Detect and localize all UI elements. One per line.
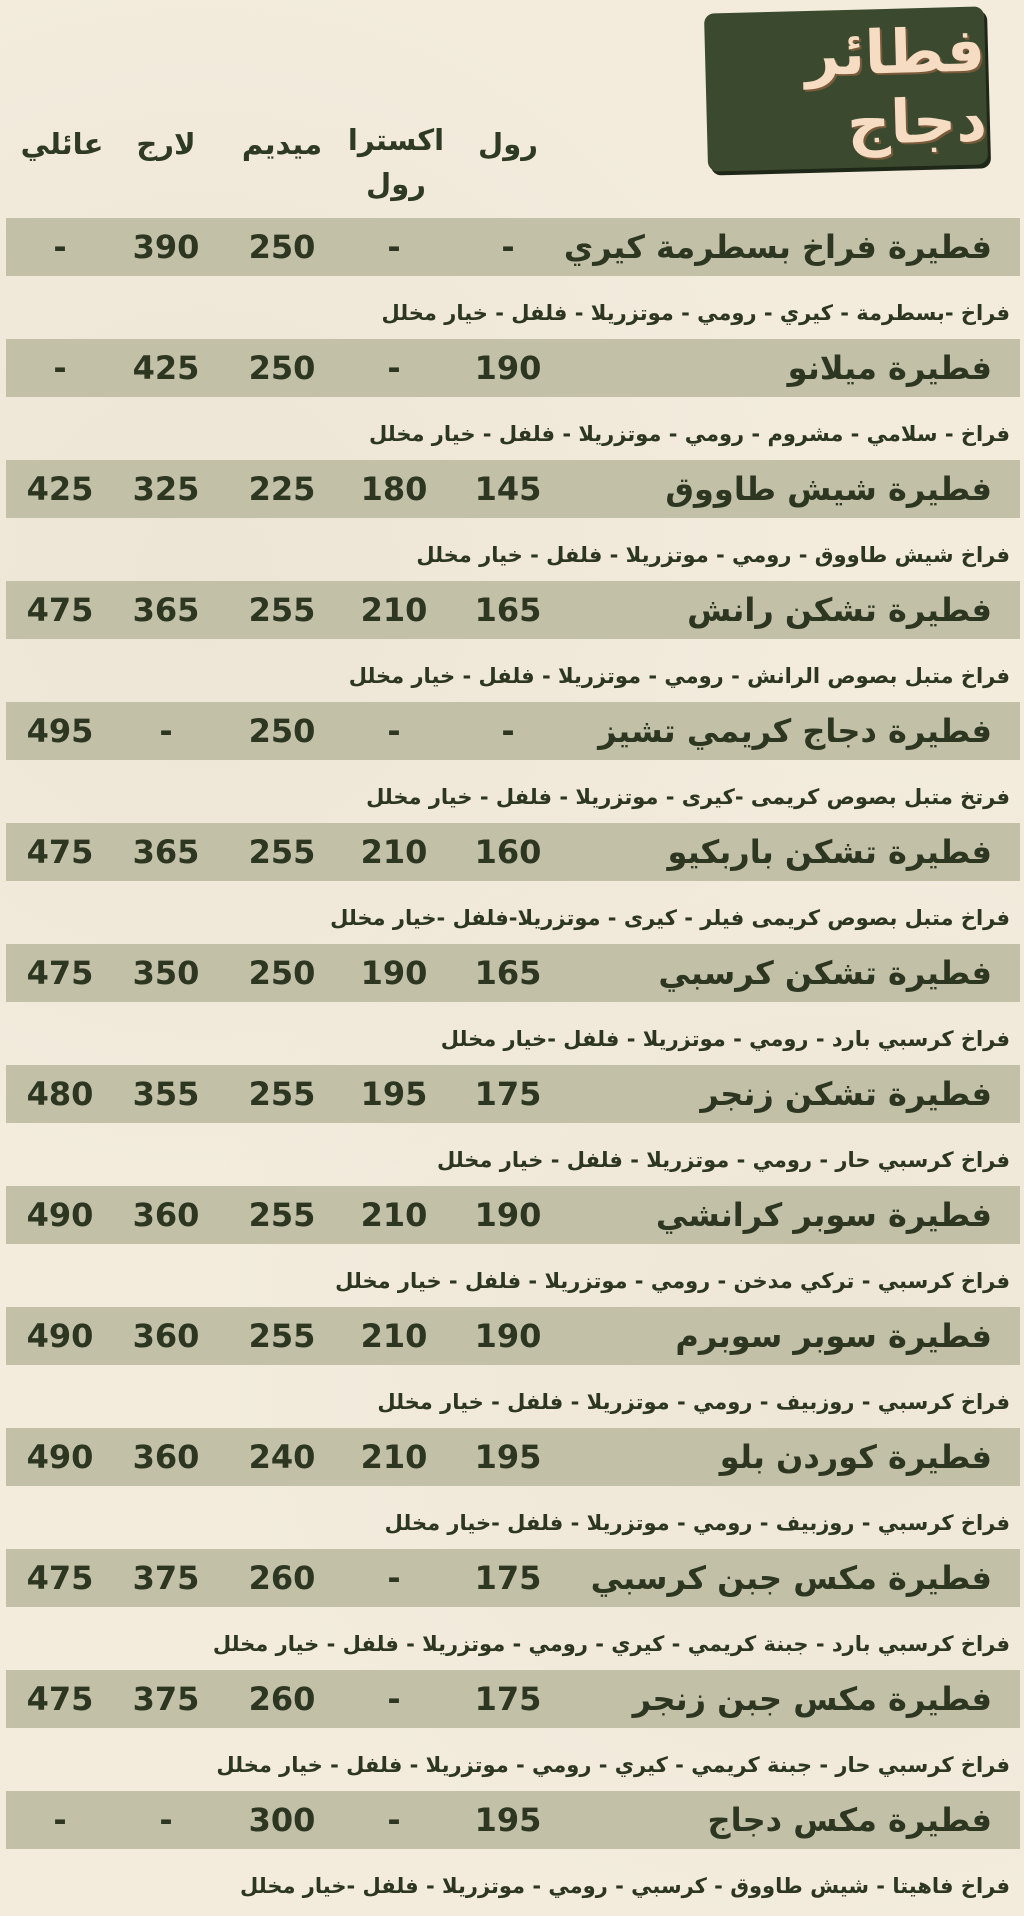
item-price: 165 [474,591,542,629]
item-price: 255 [248,1075,316,1113]
menu-row [6,1065,1020,1123]
item-price: 180 [360,470,428,508]
menu-row [6,1670,1020,1728]
item-price: 255 [248,1196,316,1234]
item-price: 195 [474,1801,542,1839]
item-price: 475 [26,833,94,871]
item-name: فطيرة دجاج كريمي تشيز [598,712,992,750]
col-header-roll: رول [478,127,538,161]
col-header-family: عائلي [20,127,104,161]
item-price: 425 [26,470,94,508]
item-price: 175 [474,1559,542,1597]
item-price: 160 [474,833,542,871]
item-price: 240 [248,1438,316,1476]
menu-row [6,460,1020,518]
menu-row [6,1549,1020,1607]
item-price: 145 [474,470,542,508]
item-price: 355 [132,1075,200,1113]
item-price: 475 [26,1680,94,1718]
item-price: 210 [360,1438,428,1476]
item-price: - [501,228,515,266]
item-price: 250 [248,349,316,387]
item-name: فطيرة مكس دجاج [707,1801,992,1839]
item-price: - [53,228,67,266]
item-price: 190 [474,1196,542,1234]
col-header-extra-roll: اكسترا رول [347,123,445,201]
menu-row [6,1428,1020,1486]
item-price: - [387,228,401,266]
item-description: فراخ فاهيتا - شيش طاووق - كرسبي - رومي - موتزريلا - فلفل -خيار مخلل [240,1874,1010,1898]
item-price: 225 [248,470,316,508]
menu-row [6,1791,1020,1849]
menu-row [6,581,1020,639]
item-price: 495 [26,712,94,750]
item-price: - [53,349,67,387]
item-price: - [387,1680,401,1718]
item-name: فطيرة سوبر كرانشي [655,1196,992,1234]
item-price: 325 [132,470,200,508]
item-price: 255 [248,1317,316,1355]
item-description: فراخ متبل بصوص الرانش - رومي - موتزريلا - فلفل - خيار مخلل [348,664,1010,688]
item-description: فرتخ متبل بصوص كريمى -كيرى - موتزريلا - فلفل - خيار مخلل [366,785,1010,809]
item-name: فطيرة تشكن زنجر [700,1075,992,1113]
item-price: 250 [248,712,316,750]
item-price: 360 [132,1196,200,1234]
item-price: 175 [474,1075,542,1113]
item-price: - [387,1559,401,1597]
item-description: فراخ - سلامي - مشروم - رومي - موتزريلا - فلفل - خيار مخلل [369,422,1010,446]
item-description: فراخ كرسبي حار - رومي - موتزريلا - فلفل - خيار مخلل [436,1148,1010,1172]
menu-row [6,1307,1020,1365]
item-price: 210 [360,1317,428,1355]
item-description: فراخ شيش طاووق - رومي - موتزريلا - فلفل - خيار مخلل [416,543,1010,567]
item-price: 255 [248,833,316,871]
item-description: فراخ متبل بصوص كريمى فيلر - كيرى - موتزريلا-فلفل -خيار مخلل [330,906,1010,930]
item-price: 490 [26,1317,94,1355]
item-price: 190 [474,1317,542,1355]
item-price: 365 [132,591,200,629]
item-price: 300 [248,1801,316,1839]
item-price: 480 [26,1075,94,1113]
item-price: 390 [132,228,200,266]
col-header-medium: ميديم [241,127,323,161]
item-price: 475 [26,591,94,629]
item-price: 195 [360,1075,428,1113]
item-price: 490 [26,1438,94,1476]
item-price: 260 [248,1680,316,1718]
item-price: - [159,1801,173,1839]
item-name: فطيرة تشكن رانش [687,591,992,629]
item-price: 210 [360,833,428,871]
menu-row [6,944,1020,1002]
menu-title: فطائر دجاج [804,15,988,159]
item-price: 360 [132,1317,200,1355]
menu-row [6,339,1020,397]
item-price: 210 [360,591,428,629]
item-name: فطيرة تشكن باربكيو [667,833,992,871]
item-description: فراخ كرسبي بارد - جبنة كريمي - كيري - رومي - موتزريلا - فلفل - خيار مخلل [212,1632,1010,1656]
item-description: فراخ كرسبي - روزبيف - رومي - موتزريلا - فلفل - خيار مخلل [377,1390,1010,1414]
item-price: - [53,1801,67,1839]
item-description: فراخ كرسبي حار - جبنة كريمي - كيري - رومي - موتزريلا - فلفل - خيار مخلل [216,1753,1010,1777]
item-name: فطيرة تشكن كرسبي [658,954,992,992]
menu-row [6,1186,1020,1244]
item-price: - [387,349,401,387]
item-price: 475 [26,954,94,992]
menu-row [6,823,1020,881]
item-price: 425 [132,349,200,387]
item-price: 375 [132,1559,200,1597]
item-description: فراخ كرسبي - روزبيف - رومي - موتزريلا - فلفل -خيار مخلل [384,1511,1010,1535]
item-price: 255 [248,591,316,629]
item-description: فراخ كرسبي - تركي مدخن - رومي - موتزريلا - فلفل - خيار مخلل [335,1269,1010,1293]
item-price: 190 [360,954,428,992]
item-name: فطيرة شيش طاووق [665,470,992,508]
item-price: - [387,712,401,750]
menu-row [6,702,1020,760]
item-name: فطيرة ميلانو [787,349,992,387]
item-price: - [387,1801,401,1839]
item-price: 475 [26,1559,94,1597]
col-header-large: لارج [136,127,196,161]
item-price: 260 [248,1559,316,1597]
item-price: 375 [132,1680,200,1718]
item-name: فطيرة مكس جبن زنجر [632,1680,992,1718]
item-description: فراخ -بسطرمة - كيري - رومي - موتزريلا - فلفل - خيار مخلل [381,301,1010,325]
item-price: 350 [132,954,200,992]
item-price: 360 [132,1438,200,1476]
item-name: فطيرة كوردن بلو [719,1438,992,1476]
item-price: - [159,712,173,750]
item-price: 175 [474,1680,542,1718]
item-name: فطيرة سوبر سوبرم [675,1317,992,1355]
item-name: فطيرة مكس جبن كرسبي [590,1559,992,1597]
item-price: 365 [132,833,200,871]
title-badge [704,6,988,171]
item-price: 250 [248,228,316,266]
item-price: 165 [474,954,542,992]
item-price: 490 [26,1196,94,1234]
item-name: فطيرة فراخ بسطرمة كيري [563,228,992,266]
item-price: - [501,712,515,750]
item-price: 195 [474,1438,542,1476]
item-price: 250 [248,954,316,992]
item-description: فراخ كرسبي بارد - رومي - موتزريلا - فلفل -خيار مخلل [440,1027,1010,1051]
menu-row [6,218,1020,276]
item-price: 210 [360,1196,428,1234]
item-price: 190 [474,349,542,387]
